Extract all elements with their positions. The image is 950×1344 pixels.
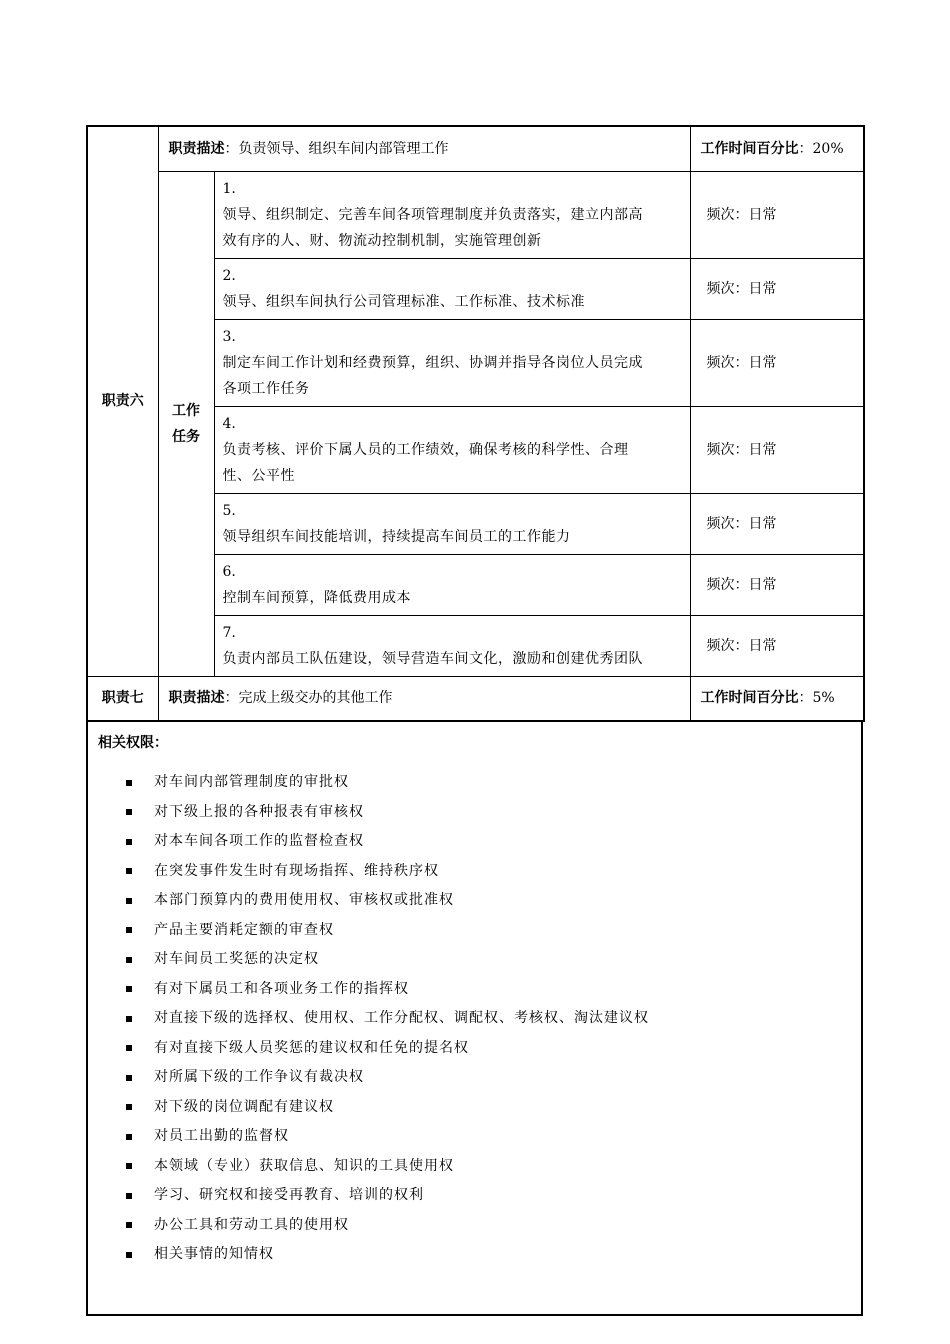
bullet-icon	[126, 1222, 132, 1228]
task-text: 领导、组织制定、完善车间各项管理制度并负责落实，建立内部高效有序的人、财、物流动控制机制，实施管理创新	[222, 206, 643, 249]
rights-section	[86, 722, 863, 1316]
bullet-icon	[126, 927, 132, 933]
task-text: 制定车间工作计划和经费预算，组织、协调并指导各岗位人员完成各项工作任务	[222, 354, 643, 397]
duty7-row	[87, 676, 864, 721]
rights-item-text: 对员工出勤的监督权	[154, 1128, 289, 1144]
rights-item-text: 办公工具和劳动工具的使用权	[154, 1216, 349, 1233]
list-item	[126, 798, 649, 828]
list-item	[126, 916, 649, 946]
duty6-pct-label: 工作时间百分比	[700, 140, 799, 157]
task-num: 4.	[222, 415, 236, 432]
task-text: 领导组织车间技能培训，持续提高车间员工的工作能力	[222, 528, 571, 545]
rights-item-text: 对本车间各项工作的监督检查权	[154, 833, 364, 849]
duty6-label: 职责六	[87, 126, 158, 676]
task-freq: 频次：日常	[690, 554, 864, 615]
list-item	[126, 1152, 649, 1182]
task-freq: 频次：日常	[690, 258, 864, 319]
task-item-4	[214, 406, 690, 493]
rights-item-text: 有对直接下级人员奖惩的建议权和任免的提名权	[154, 1039, 469, 1056]
list-item	[126, 1034, 649, 1064]
bullet-icon	[126, 1252, 132, 1258]
duty6-desc-row	[87, 126, 864, 171]
task-item-2	[214, 258, 690, 319]
task-label-line1: 工作	[172, 402, 200, 419]
duty7-label: 职责七	[87, 676, 158, 721]
bullet-icon	[126, 957, 132, 963]
rights-item-text: 对车间内部管理制度的审批权	[154, 774, 349, 790]
list-item	[126, 886, 649, 916]
list-item	[126, 1211, 649, 1241]
task-item-5	[214, 493, 690, 554]
list-item	[126, 1122, 649, 1152]
list-item	[126, 1063, 649, 1093]
rights-item-text: 有对下属员工和各项业务工作的指挥权	[154, 980, 409, 997]
rights-item-text: 对车间员工奖惩的决定权	[154, 951, 319, 967]
bullet-icon	[126, 1075, 132, 1081]
rights-item-text: 本部门预算内的费用使用权、审核权或批准权	[154, 892, 454, 908]
duty7-pct-label: 工作时间百分比	[700, 690, 799, 707]
task-num: 6.	[222, 563, 236, 580]
task-freq: 频次：日常	[690, 406, 864, 493]
task-text: 负责考核、评价下属人员的工作绩效，确保考核的科学性、合理性、公平性	[222, 441, 629, 484]
bullet-icon	[126, 1134, 132, 1140]
rights-item-text: 对直接下级的选择权、使用权、工作分配权、调配权、考核权、淘汰建议权	[154, 1010, 649, 1026]
rights-list	[126, 768, 649, 1270]
task-num: 7.	[222, 624, 236, 641]
task-item-3	[214, 319, 690, 406]
list-item	[126, 768, 649, 798]
rights-item-text: 在突发事件发生时有现场指挥、维持秩序权	[154, 862, 439, 879]
duty7-desc-text: ：完成上级交办的其他工作	[224, 690, 393, 707]
duty6-pct	[690, 126, 864, 171]
task-text: 控制车间预算，降低费用成本	[222, 589, 411, 606]
task-label-line2: 任务	[172, 428, 200, 445]
document-page	[86, 125, 863, 1316]
rights-item-text: 本领域（专业）获取信息、知识的工具使用权	[154, 1157, 454, 1174]
bullet-icon	[126, 1193, 132, 1199]
task-text: 负责内部员工队伍建设，领导营造车间文化，激励和创建优秀团队	[222, 650, 643, 667]
task-freq: 频次：日常	[690, 171, 864, 258]
list-item	[126, 827, 649, 857]
bullet-icon	[126, 809, 132, 815]
task-label	[158, 171, 214, 676]
duty6-desc-label: 职责描述	[168, 140, 225, 157]
bullet-icon	[126, 1045, 132, 1051]
task-row	[87, 171, 864, 258]
task-num: 2.	[222, 267, 236, 284]
rights-item-text: 相关事情的知情权	[154, 1246, 274, 1262]
bullet-icon	[126, 839, 132, 845]
rights-item-text: 产品主要消耗定额的审查权	[154, 921, 334, 938]
duty7-pct	[690, 676, 864, 721]
duty7-desc-label: 职责描述	[168, 690, 225, 707]
bullet-icon	[126, 898, 132, 904]
duty6-desc-text: ：负责领导、组织车间内部管理工作	[224, 140, 449, 157]
bullet-icon	[126, 1104, 132, 1110]
list-item	[126, 1093, 649, 1123]
task-num: 1.	[222, 180, 236, 197]
duty6-desc	[158, 126, 690, 171]
list-item	[126, 1004, 649, 1034]
bullet-icon	[126, 1163, 132, 1169]
rights-item-text: 对下级的岗位调配有建议权	[154, 1098, 334, 1115]
list-item	[126, 857, 649, 887]
task-freq: 频次：日常	[690, 493, 864, 554]
task-text: 领导、组织车间执行公司管理标准、工作标准、技术标准	[222, 293, 585, 310]
list-item	[126, 1181, 649, 1211]
task-item-1	[214, 171, 690, 258]
list-item	[126, 1240, 649, 1270]
bullet-icon	[126, 780, 132, 786]
task-item-7	[214, 615, 690, 676]
rights-title: 相关权限：	[98, 735, 168, 751]
bullet-icon	[126, 1016, 132, 1022]
duty7-desc	[158, 676, 690, 721]
task-num: 5.	[222, 502, 236, 519]
duty7-pct-value: ：5%	[798, 690, 835, 707]
rights-item-text: 对所属下级的工作争议有裁决权	[154, 1069, 364, 1085]
list-item	[126, 975, 649, 1005]
task-freq: 频次：日常	[690, 319, 864, 406]
list-item	[126, 945, 649, 975]
task-num: 3.	[222, 328, 236, 345]
duty6-pct-value: ：20%	[798, 140, 844, 157]
rights-item-text: 学习、研究权和接受再教育、培训的权利	[154, 1187, 424, 1203]
bullet-icon	[126, 868, 132, 874]
bullet-icon	[126, 986, 132, 992]
rights-item-text: 对下级上报的各种报表有审核权	[154, 803, 364, 820]
task-freq: 频次：日常	[690, 615, 864, 676]
task-item-6	[214, 554, 690, 615]
duty-table	[86, 125, 865, 722]
